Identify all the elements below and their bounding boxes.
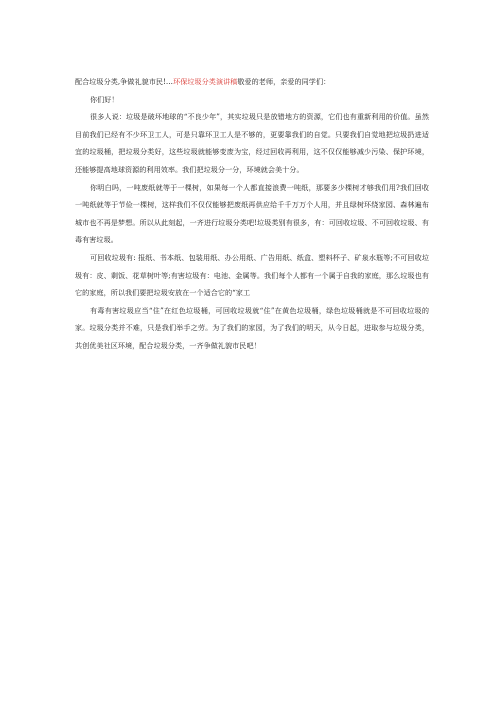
paragraph-2: 你明白吗，一吨废纸就等于一棵树，如果每一个人都直接浪费一吨纸，那要多少棵树才够我们用?我们回收一吨纸就等于节俭一棵树，这样我们不仅仅能够把废纸再供应给千千万万个人用，并且绿树环绕家园、森林遍布城市也不再是梦想。所以从此刻起，一齐进行垃圾分类吧!垃圾类别有很多，有：可回收垃圾、不可回收垃圾、有毒有害垃圾。: [75, 182, 429, 245]
title-prefix: 配合垃圾分类,争做礼貌市民!…: [75, 77, 174, 86]
title-line: [75, 73, 429, 91]
document-body: [75, 73, 429, 355]
title-link[interactable]: 环保垃圾分类演讲稿: [173, 77, 238, 86]
title-suffix: 敬爱的老师，亲爱的同学们：: [237, 77, 331, 86]
greeting: 你们好！: [90, 94, 119, 104]
paragraph-3: 可回收垃圾有: 报纸、书本纸、包装用纸、办公用纸、广告用纸、纸盒、塑料杯子、矿泉水瓶等;不可回收垃圾有：皮、剩饭、花草树叶等;有害垃圾有：电池、金属等。我们每个人都有一个属于自我的家庭，那么垃圾也有它的家庭，所以我们要把垃圾安放在一个适合它的“家工: [75, 252, 429, 298]
paragraph-1: 很多人说：垃圾是破坏地球的“不良少年”，其实垃圾只是放错地方的资源，它们也有重新利用的价值。虽然目前我们已经有不少环卫工人，可是只靠环卫工人是不够的，更要靠我们的自觉。只要我们自觉地把垃圾扔进适宜的垃圾桶，把垃圾分类好，这些垃圾就能够变废为宝，经过回收再利用，这不仅仅能够减少污染、保护环境，还能够提高地球资源的利用效率。我们把垃圾分一分，环境就会美十分。: [75, 112, 429, 174]
paragraph-4: 有毒有害垃圾应当“住”在红色垃圾桶，可回收垃圾就“住”在黄色垃圾桶，绿色垃圾桶就是不可回收垃圾的家。垃圾分类并不难，只是我们举手之劳。为了我们的家园，为了我们的明天，从今日起，进取参与垃圾分类，共创优美社区环境，配合垃圾分类，一齐争做礼貌市民吧！: [75, 305, 429, 350]
